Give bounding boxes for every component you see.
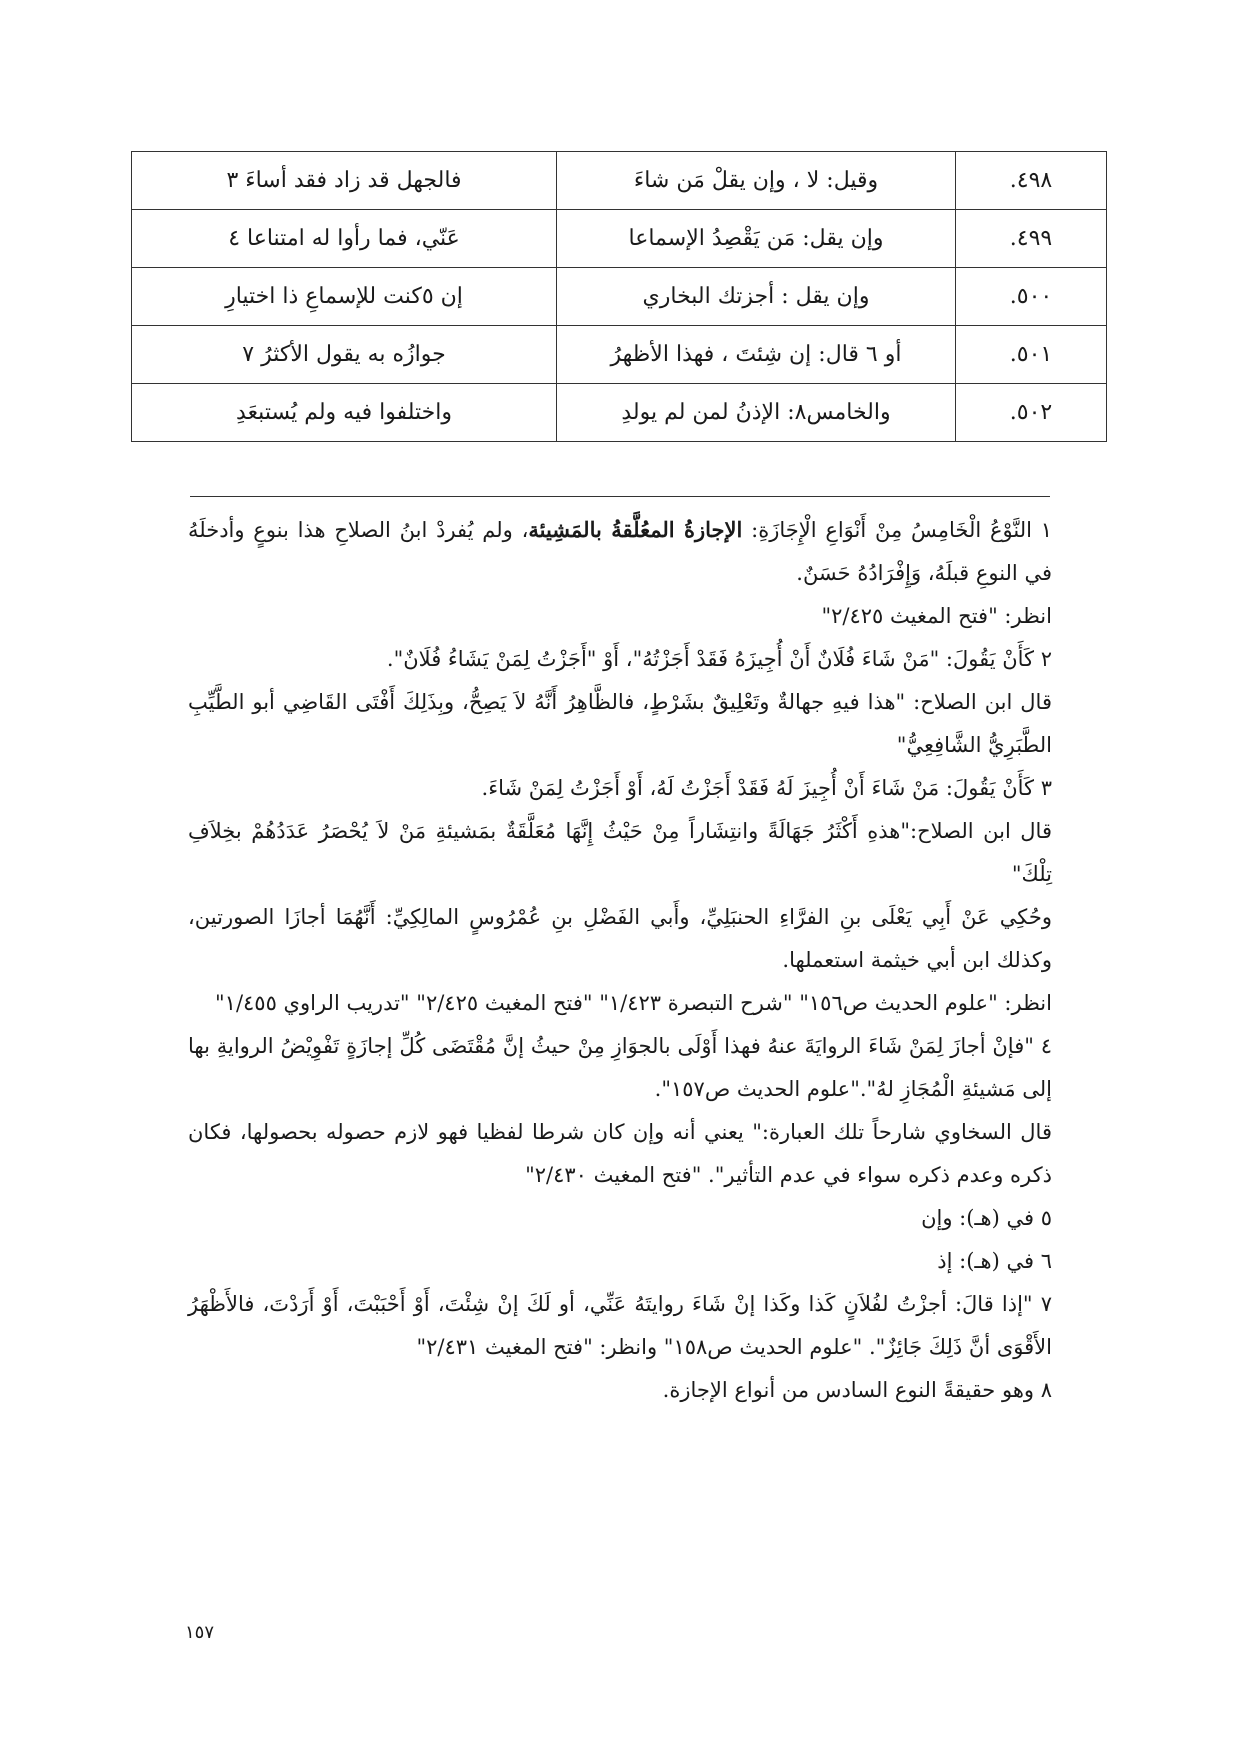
verse-number: ٥٠١.	[956, 326, 1107, 384]
footnote-text: ، ولم يُفردْ ابنُ الصلاحِ هذا بنوعٍ وأدخلَهُ في النوعِ قبلَهُ، وَإِفْرَادُهُ حَسَنٌ.	[188, 518, 1052, 585]
footnote-2: ٢ كَأَنْ يَقُولَ: "مَنْ شَاءَ فُلَانٌ أَنْ أُجِيزَهُ فَقَدْ أَجَزْتُهُ"، أَوْ "أَجَزْتُ لِمَنْ يَشَاءُ فُلَانٌ".	[386, 647, 1052, 671]
verse-first-hemistich: وقيل: لا ، وإن يقلْ مَن شاءَ	[557, 152, 956, 210]
page-number: ١٥٧	[185, 1622, 215, 1643]
verse-number: ٤٩٨.	[956, 152, 1107, 210]
footnote-line: انظر: "فتح المغيث ٢/٤٢٥"	[821, 604, 1052, 628]
footnote-text: ١ النَّوْعُ الْخَامِسُ مِنْ أَنْوَاعِ الْإِجَازَةِ:	[742, 518, 1053, 542]
verse-number: ٥٠٠.	[956, 268, 1107, 326]
verse-second-hemistich: إن ٥كنت للإسماعِ ذا اختيارِ	[132, 268, 557, 326]
verse-row	[132, 326, 1107, 384]
verse-second-hemistich: جوازُه به يقول الأكثرُ ٧	[132, 326, 557, 384]
footnote-6: ٦ في (هـ): إذ	[937, 1249, 1052, 1273]
verse-number: ٤٩٩.	[956, 210, 1107, 268]
footnote-8: ٨ وهو حقيقةً النوع السادس من أنواع الإجازة.	[662, 1378, 1052, 1402]
footnote-5: ٥ في (هـ): وإن	[921, 1206, 1052, 1230]
verse-first-hemistich: أو ٦ قال: إن شِئتَ ، فهذا الأظهرُ	[557, 326, 956, 384]
verse-row	[132, 210, 1107, 268]
verse-row	[132, 152, 1107, 210]
footnote-4: ٤ "فإنْ أجازَ لِمَنْ شَاءَ الروايَةَ عنهُ فهذا أَوْلَى بالجوَازِ مِنْ حيثُ إنَّ مُقْتَضَى كُلِّ إجازَةٍ تَفْوِيْضُ الروايةِ بها إلى مَشيئةِ الْمُجَازِ لهُ"."علوم الحديث ص١٥٧".	[188, 1034, 1052, 1101]
verse-number: ٥٠٢.	[956, 384, 1107, 442]
verse-first-hemistich: وإن يقل : أجزتك البخاري	[557, 268, 956, 326]
footnote-line: انظر: "علوم الحديث ص١٥٦" "شرح التبصرة ١/٤٢٣" "فتح المغيث ٢/٤٢٥" "تدريب الراوي ١/٤٥٥"	[215, 991, 1052, 1015]
footnote-line: وحُكِي عَنْ أَبِي يَعْلَى بنِ الفرَّاءِ الحنبَلِيِّ، وأَبي الفَضْلِ بنِ عُمْرُوسٍ المالِكِيِّ: أَنَّهُمَا أجازَا الصورتين، وكذلك ابن أبي خيثمة استعملها.	[188, 905, 1052, 972]
footnote-line: قال ابن الصلاح: "هذا فيهِ جهالةٌ وتَعْلِيقٌ بشَرْطٍ، فالظَّاهِرُ أَنَّهُ لاَ يَصِحُّ، وبِذَلِكَ أَفْتَى القَاضِي أبو الطَّيِّبِ الطَّبَرِيُّ الشَّافِعِيُّ"	[188, 690, 1052, 757]
footnote-3: ٣ كَأَنْ يَقُولَ: مَنْ شَاءَ أَنْ أُجِيزَ لَهُ فَقَدْ أَجَزْتُ لَهُ، أَوْ أَجَزْتُ لِمَنْ شَاءَ.	[481, 776, 1052, 800]
footnotes	[188, 508, 1052, 1412]
footnote-bold-term: الإجازةُ المعُلَّقةُ بالمَشِيئة	[528, 517, 743, 542]
verse-second-hemistich: عَنّي، فما رأوا له امتناعا ٤	[132, 210, 557, 268]
footnote-line: قال السخاوي شارحاً تلك العبارة:" يعني أنه وإن كان شرطا لفظيا فهو لازم حصوله بحصولها، فكان ذكره وعدم ذكره سواء في عدم التأثير". "فتح المغيث ٢/٤٣٠"	[188, 1120, 1052, 1187]
verse-second-hemistich: فالجهل قد زاد فقد أساءَ ٣	[132, 152, 557, 210]
verse-row	[132, 268, 1107, 326]
footnote-line: قال ابن الصلاح:"هذهِ أَكْثَرُ جَهَالَةً وانتِشَاراً مِنْ حَيْثُ إِنَّهَا مُعَلَّقَةٌ بمَشيئةِ مَنْ لاَ يُحْصَرُ عَدَدُهُمْ بخِلاَفِ تِلْكَ"	[188, 819, 1052, 886]
verse-row	[132, 384, 1107, 442]
verses-table	[131, 151, 1107, 442]
footnote-7: ٧ "إذا قالَ: أجزْتُ لفُلاَنٍ كَذا وكَذا إنْ شَاءَ روايتَهُ عَنِّي، أو لَكَ إنْ شِئْتَ، أَوْ أَحْبَبْتَ، أَوْ أَرَدْتَ، فالأَظْهَرُ الأَقْوَى أنَّ ذَلِكَ جَائِزٌ". "علوم الحديث ص١٥٨" وانظر: "فتح المغيث ٢/٤٣١"	[188, 1292, 1052, 1359]
footnote-1	[188, 508, 1052, 595]
footnote-separator	[190, 496, 1050, 497]
verse-first-hemistich: والخامس٨: الإذنُ لمن لم يولدِ	[557, 384, 956, 442]
verse-second-hemistich: واختلفوا فيه ولم يُستبعَدِ	[132, 384, 557, 442]
verse-first-hemistich: وإن يقل: مَن يَقْصِدُ الإسماعا	[557, 210, 956, 268]
